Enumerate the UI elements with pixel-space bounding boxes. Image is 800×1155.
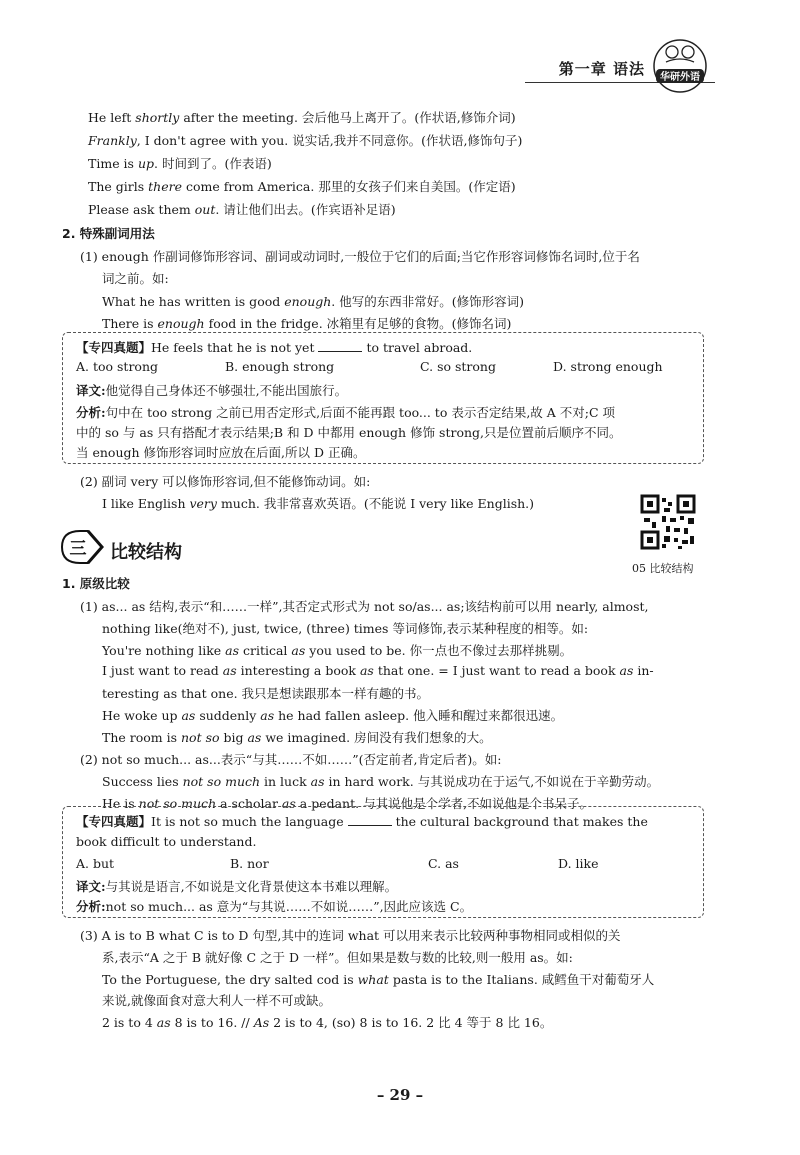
- box1-analysis-1: 分析:句中在 too strong 之前已用否定形式,后面不能再跟 too... to 表示否定结果,故 A 不对;C 项: [76, 405, 616, 420]
- as-example-1: You're nothing like as critical as you used to be. 你一点也不像过去那样挑剔。: [102, 643, 573, 658]
- box1-option-a: A. too strong: [76, 359, 159, 374]
- box2-question-1: 【专四真题】It is not so much the language the cultural background that makes the: [76, 814, 648, 829]
- enough-example-1: What he has written is good enough. 他写的东西非常好。(修饰形容词): [102, 294, 524, 309]
- what-example-1a: To the Portuguese, the dry salted cod is what pasta is to the Italians. 咸鳕鱼干对葡萄牙人: [102, 972, 655, 987]
- heading-special-adverb: 2. 特殊副词用法: [62, 226, 155, 241]
- logo-text: 华研外语: [660, 72, 700, 83]
- box1-analysis-2: 中的 so 与 as 只有搭配才表示结果;B 和 D 中都用 enough 修饰 strong,只是位置前后顺序不同。: [76, 425, 622, 440]
- section-badge-icon: [58, 527, 106, 567]
- box1-question: 【专四真题】He feels that he is not yet to travel abroad.: [76, 340, 473, 355]
- box2-analysis: 分析:not so much... as 意为“与其说……不如说……”,因此应该选 C。: [76, 899, 473, 914]
- as-example-2a: I just want to read as interesting a book as that one. = I just want to read a book as in-: [102, 663, 654, 678]
- example-there: The girls there come from America. 那里的女孩子们来自美国。(作定语): [88, 179, 516, 194]
- enough-example-2: There is enough food in the fridge. 冰箱里有足够的食物。(修饰名词): [102, 316, 512, 331]
- enough-rule-line2: 词之前。如:: [102, 271, 169, 286]
- example-frankly: Frankly, I don't agree with you. 说实话,我并不同意你。(作状语,修饰句子): [88, 133, 523, 148]
- page-number: – 29 –: [376, 1086, 424, 1104]
- very-rule: (2) 副词 very 可以修饰形容词,但不能修饰动词。如:: [80, 474, 371, 489]
- box1-option-d: D. strong enough: [553, 359, 663, 374]
- not-so-much-example-1: Success lies not so much in luck as in hard work. 与其说成功在于运气,不如说在于辛勤劳动。: [102, 774, 660, 789]
- box1-analysis-3: 当 enough 修饰形容词时应放在后面,所以 D 正确。: [76, 445, 366, 460]
- what-rule-line2: 系,表示“A 之于 B 就好像 C 之于 D 一样”。但如果是数与数的比较,则一般用 as。如:: [102, 950, 573, 965]
- box2-option-a: A. but: [76, 856, 115, 871]
- as-as-rule-line2: nothing like(绝对不), just, twice, (three) times 等词修饰,表示某种程度的相等。如:: [102, 621, 589, 636]
- not-so-much-rule: (2) not so much... as...表示“与其……不如……”(否定前者,肯定后者)。如:: [80, 752, 502, 767]
- very-example: I like English very much. 我非常喜欢英语。(不能说 I very like English.): [102, 496, 535, 511]
- box2-option-b: B. nor: [230, 856, 269, 871]
- box2-option-d: D. like: [558, 856, 599, 871]
- box1-translation: 译文:他觉得自己身体还不够强壮,不能出国旅行。: [76, 383, 348, 398]
- qr-caption: 05 比较结构: [632, 562, 694, 575]
- enough-rule-line1: (1) enough 作副词修饰形容词、副词或动词时,一般位于它们的后面;当它作形容词修饰名词时,位于名: [80, 249, 640, 264]
- qr-code-icon[interactable]: [640, 494, 696, 550]
- box2-translation: 译文:与其说是语言,不如说是文化背景使这本书难以理解。: [76, 879, 398, 894]
- as-example-4: The room is not so big as we imagined. 房间没有我们想象的大。: [102, 730, 492, 745]
- not-so-much-example-2: He is not so much a scholar as a pedant. 与其说他是个学者,不如说他是个书呆子。: [102, 796, 593, 811]
- box1-option-c: C. so strong: [420, 359, 496, 374]
- answer-blank: [348, 825, 392, 826]
- example-shortly: He left shortly after the meeting. 会后他马上离开了。(作状语,修饰介词): [88, 110, 516, 125]
- section-title: 比较结构: [110, 542, 182, 563]
- example-out: Please ask them out. 请让他们出去。(作宾语补足语): [88, 202, 396, 217]
- as-example-3: He woke up as suddenly as he had fallen asleep. 他入睡和醒过来都很迅速。: [102, 708, 564, 723]
- what-example-2: 2 is to 4 as 8 is to 16. // As 2 is to 4, (so) 8 is to 16. 2 比 4 等于 8 比 16。: [102, 1015, 553, 1030]
- as-as-rule-line1: (1) as... as 结构,表示“和……一样”,其否定式形式为 not so/as... as;该结构前可以用 nearly, almost,: [80, 599, 649, 614]
- box1-option-b: B. enough strong: [225, 359, 335, 374]
- publisher-logo: [648, 32, 712, 96]
- example-up: Time is up. 时间到了。(作表语): [88, 156, 272, 171]
- section-badge-number: 三: [69, 539, 87, 559]
- box2-option-c: C. as: [428, 856, 459, 871]
- what-example-1b: 来说,就像面食对意大利人一样不可或缺。: [102, 993, 331, 1008]
- chapter-title: 第一章 语法: [558, 60, 645, 78]
- heading-positive-degree: 1. 原级比较: [62, 576, 130, 591]
- what-rule-line1: (3) A is to B what C is to D 句型,其中的连词 what 可以用来表示比较两种事物相同或相似的关: [80, 928, 621, 943]
- as-example-2b: teresting as that one. 我只是想读跟那本一样有趣的书。: [102, 686, 430, 701]
- answer-blank: [318, 351, 362, 352]
- box2-question-2: book difficult to understand.: [76, 834, 257, 849]
